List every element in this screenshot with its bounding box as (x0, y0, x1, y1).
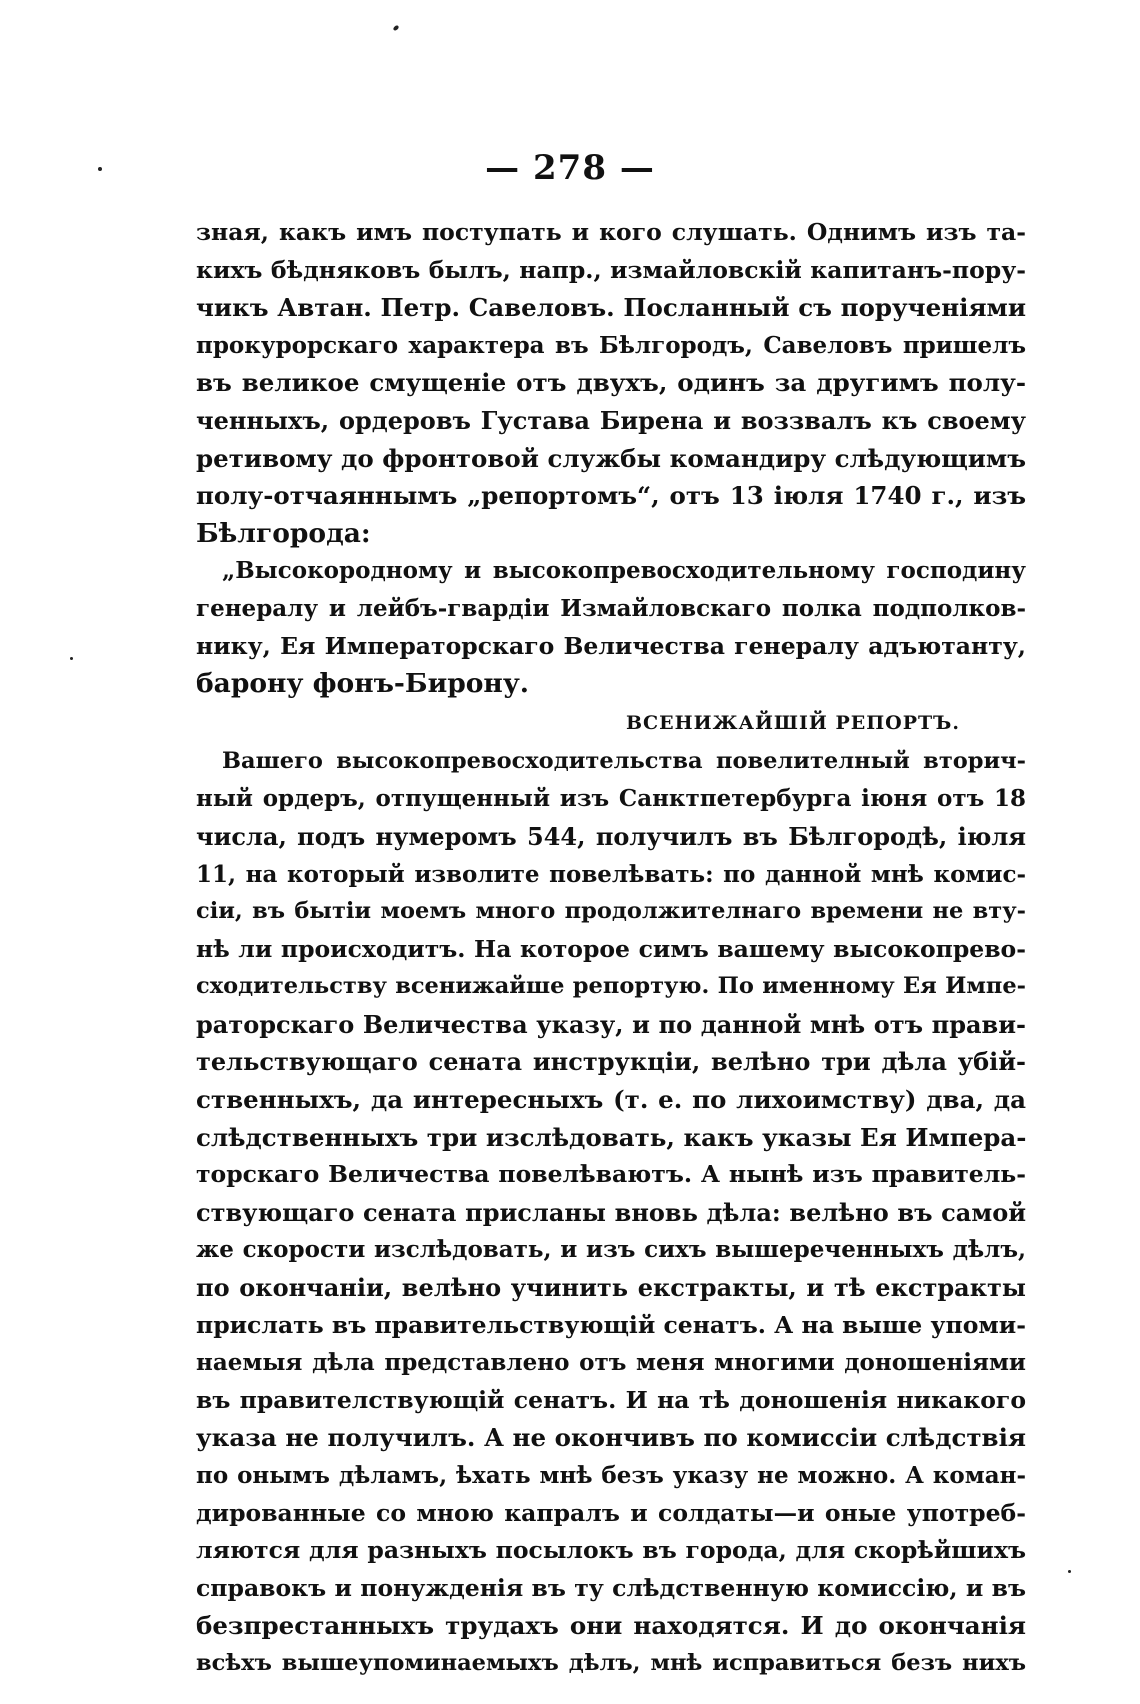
text-line: тельствующаго сената инструкціи, велѣно три дѣла убій- (196, 1047, 1026, 1077)
report-heading: ВСЕНИЖАЙШІЙ РЕПОРТЪ. (626, 711, 960, 734)
text-line: „Высокородному и высокопревосходительному господину (222, 557, 1026, 585)
text-line: ченныхъ, ордеровъ Густава Бирена и воззвалъ къ своему (196, 405, 1026, 435)
text-line: нику, Ея Императорскаго Величества генералу адъютанту, (196, 631, 1026, 660)
text-line: безпрестанныхъ трудахъ они находятся. И до окончанія (196, 1611, 1026, 1641)
body-text (196, 214, 1026, 1683)
text-line: дированные со мною капралъ и солдаты—и оные употреб- (196, 1498, 1026, 1527)
text-line: чикъ Автан. Петр. Савеловъ. Посланный съ порученіями (196, 293, 1026, 323)
text-line: ляются для разныхъ посылокъ въ города, для скорѣйшихъ (196, 1536, 1026, 1565)
text-line: наемыя дѣла представлено отъ меня многими доношеніями (196, 1349, 1026, 1377)
page-number: — 278 — (485, 148, 655, 188)
intro-paragraph (196, 214, 1026, 552)
text-line: ретивому до фронтовой службы командиру слѣдующимъ (196, 443, 1026, 473)
text-line: числа, подъ нумеромъ 544, получилъ въ Бѣлгородѣ, іюля (196, 821, 1026, 851)
ink-speck (70, 657, 73, 660)
text-line: сіи, въ бытіи моемъ много продолжителнаго времени не вту- (196, 898, 1026, 925)
text-line: нѣ ли происходитъ. На которое симъ вашему высокопрево- (196, 934, 1026, 963)
text-line: указа не получилъ. А не окончивъ по комиссіи слѣдствія (196, 1423, 1026, 1453)
text-line: ственныхъ, да интересныхъ (т. е. по лихоимству) два, да (196, 1085, 1026, 1115)
text-line: ствующаго сената присланы вновь дѣла: велѣно въ самой (196, 1197, 1026, 1227)
text-line: справокъ и понужденія въ ту слѣдственную комиссію, и въ (196, 1573, 1026, 1602)
text-line: генералу и лейбъ-гвардіи Измайловскаго полка подполков- (196, 594, 1026, 622)
text-line: кихъ бѣдняковъ былъ, напр., измайловскій капитанъ-пору- (196, 255, 1026, 284)
text-line: всѣхъ вышеупоминаемыхъ дѣлъ, мнѣ исправиться безъ нихъ (196, 1649, 1026, 1676)
ink-speck (1068, 1570, 1071, 1573)
text-line: прокурорскаго характера въ Бѣлгородъ, Савеловъ пришелъ (196, 331, 1026, 359)
address-paragraph (196, 552, 1026, 702)
text-line: барону фонъ-Бирону. (196, 668, 530, 700)
text-line: раторскаго Величества указу, и по данной мнѣ отъ прави- (196, 1009, 1026, 1039)
text-line: въ великое смущеніе отъ двухъ, одинъ за другимъ полу- (196, 368, 1026, 398)
text-line: по окончаніи, велѣно учинить екстракты, и тѣ екстракты (196, 1273, 1026, 1303)
text-line: зная, какъ имъ поступать и кого слушать. Однимъ изъ та- (196, 218, 1026, 246)
text-line: прислать въ правительствующій сенатъ. А на выше упоми- (196, 1310, 1026, 1339)
report-paragraph (196, 743, 1026, 1683)
text-line: Вашего высокопревосходительства повелителный вторич- (222, 747, 1026, 774)
text-line: же скорости изслѣдовать, и изъ сихъ вышереченныхъ дѣлъ, (196, 1236, 1026, 1264)
text-line: Бѣлгорода: (196, 517, 371, 549)
text-line: слѣдственныхъ три изслѣдовать, какъ указы Ея Импера- (196, 1122, 1026, 1152)
text-line: ный ордеръ, отпущенный изъ Санктпетербурга іюня отъ 18 (196, 785, 1026, 813)
ink-speck (392, 25, 399, 32)
text-line: полу-отчаяннымъ „репортомъ“, отъ 13 іюля 1740 г., изъ (196, 481, 1026, 511)
text-line: торскаго Величества повелѣваютъ. А нынѣ изъ правитель- (196, 1160, 1026, 1189)
text-line: 11, на который изволите повелѣвать: по данной мнѣ комис- (196, 860, 1026, 888)
text-line: въ правителствующій сенатъ. И на тѣ доношенія никакого (196, 1385, 1026, 1414)
text-line: по онымъ дѣламъ, ѣхать мнѣ безъ указу не можно. А коман- (196, 1462, 1026, 1489)
text-line: сходительству всенижайше репортую. По именному Ея Импе- (196, 973, 1026, 1000)
